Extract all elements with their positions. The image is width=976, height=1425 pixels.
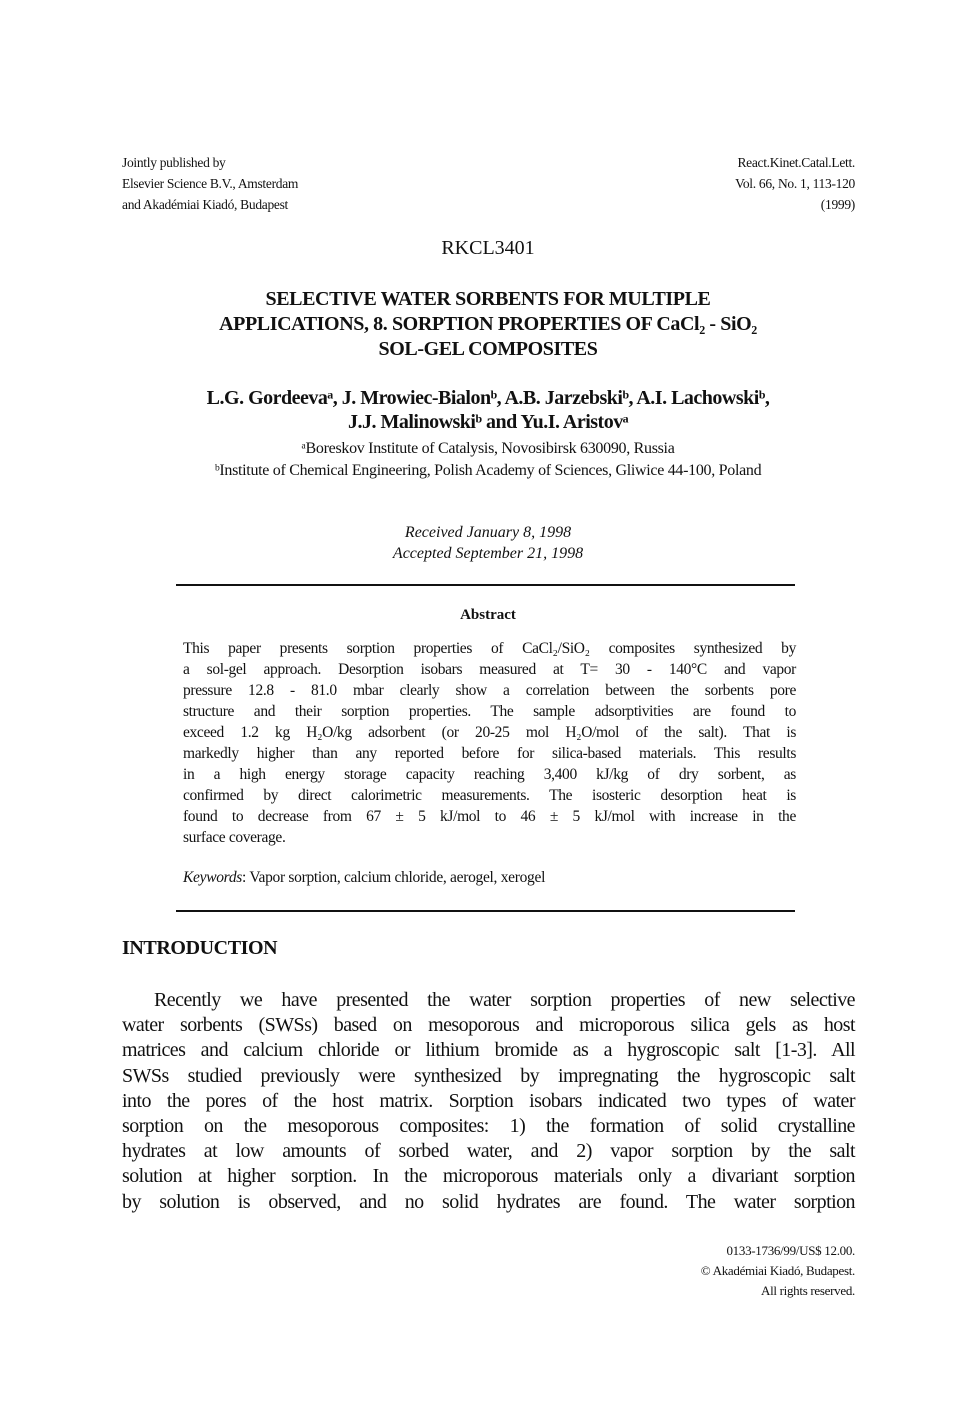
introduction-body — [122, 988, 855, 1215]
text-line: hydrates at low amounts of sorbed water, and 2) vapor sorption by the salt — [122, 1140, 855, 1163]
footer-line: All rights reserved. — [760, 1283, 855, 1298]
affiliation: ᵃBoreskov Institute of Catalysis, Novosibirsk 630090, Russia — [301, 440, 675, 457]
article-code: RKCL3401 — [441, 237, 535, 259]
affiliations — [0, 438, 976, 482]
author-line: J.J. Malinowskiᵇ and Yu.I. Aristovᵃ — [347, 411, 629, 433]
text-line: SWSs studied previously were synthesized by impregnating the hygroscopic salt — [122, 1064, 855, 1087]
text-line: water sorbents (SWSs) based on mesoporous and microporous silica gels as host — [122, 1014, 855, 1037]
divider — [176, 910, 795, 912]
text-line: a sol-gel approach. Desorption isobars measured at T= 30 - 140°C and vapor — [183, 661, 796, 678]
journal-line: (1999) — [820, 197, 855, 212]
publisher-line: Elsevier Science B.V., Amsterdam — [122, 176, 299, 191]
keywords — [183, 869, 545, 887]
publisher-info — [122, 152, 298, 215]
text-line: found to decrease from 67 ± 5 kJ/mol to 46 ± 5 kJ/mol with increase in the — [183, 808, 796, 825]
journal-line: Vol. 66, No. 1, 113-120 — [735, 176, 855, 191]
divider — [176, 584, 795, 586]
journal-line: React.Kinet.Catal.Lett. — [737, 155, 855, 170]
paper-title — [0, 287, 976, 362]
text-line: markedly higher than any reported before for silica-based materials. This results — [183, 745, 796, 762]
text-line: in a high energy storage capacity reaching 3,400 kJ/kg of dry sorbent, as — [183, 766, 796, 783]
author-line: L.G. Gordeevaᵃ, J. Mrowiec-Bialonᵇ, A.B. Jarzebskiᵇ, A.I. Lachowskiᵇ, — [206, 387, 770, 409]
accepted-date: Accepted September 21, 1998 — [392, 545, 584, 562]
abstract-body — [183, 638, 796, 848]
keywords-label: Keywords — [183, 869, 243, 886]
text-line: into the pores of the host matrix. Sorption isobars indicated two types of water — [122, 1089, 855, 1112]
affiliation: ᵇInstitute of Chemical Engineering, Polish Academy of Sciences, Gliwice 44-100, Poland — [214, 462, 762, 479]
text-line: exceed 1.2 kg H₂O/kg adsorbent (or 20-25 mol H₂O/mol of the salt). That is — [183, 724, 796, 741]
text-line: This paper presents sorption properties of CaCl₂/SiO₂ composites synthesized by — [183, 640, 796, 657]
footer-line: © Akadémiai Kiadó, Budapest. — [700, 1263, 855, 1278]
abstract-heading: Abstract — [460, 607, 516, 623]
keywords-list: : Vapor sorption, calcium chloride, aerogel, xerogel — [242, 869, 546, 886]
dates — [0, 522, 976, 564]
text-line: solution at higher sorption. In the microporous materials only a divariant sorption — [122, 1165, 855, 1188]
title-line: SOL-GEL COMPOSITES — [378, 338, 598, 360]
text-line: structure and their sorption properties. The sample adsorptivities are found to — [183, 703, 796, 720]
authors — [0, 386, 976, 434]
journal-info — [735, 152, 855, 215]
publisher-line: and Akadémiai Kiadó, Budapest — [122, 197, 289, 212]
text-line: surface coverage. — [183, 829, 286, 846]
received-date: Received January 8, 1998 — [404, 524, 572, 541]
copyright-footer — [701, 1241, 855, 1301]
text-line: by solution is observed, and no solid hydrates are found. The water sorption — [122, 1190, 855, 1213]
text-line: sorption on the mesoporous composites: 1) the formation of solid crystalline — [122, 1115, 855, 1138]
publisher-line: Jointly published by — [122, 155, 226, 170]
title-line: SELECTIVE WATER SORBENTS FOR MULTIPLE — [265, 288, 711, 310]
footer-line: 0133-1736/99/US$ 12.00. — [726, 1243, 855, 1258]
section-heading: INTRODUCTION — [122, 937, 278, 959]
text-line: Recently we have presented the water sorption properties of new selective — [154, 989, 855, 1011]
title-line: APPLICATIONS, 8. SORPTION PROPERTIES OF CaCl₂ - SiO₂ — [219, 313, 757, 335]
text-line: confirmed by direct calorimetric measurements. The isosteric desorption heat is — [183, 787, 796, 804]
text-line: pressure 12.8 - 81.0 mbar clearly show a correlation between the sorbents pore — [183, 682, 796, 699]
text-line: matrices and calcium chloride or lithium bromide as a hygroscopic salt [1-3]. All — [122, 1039, 855, 1062]
